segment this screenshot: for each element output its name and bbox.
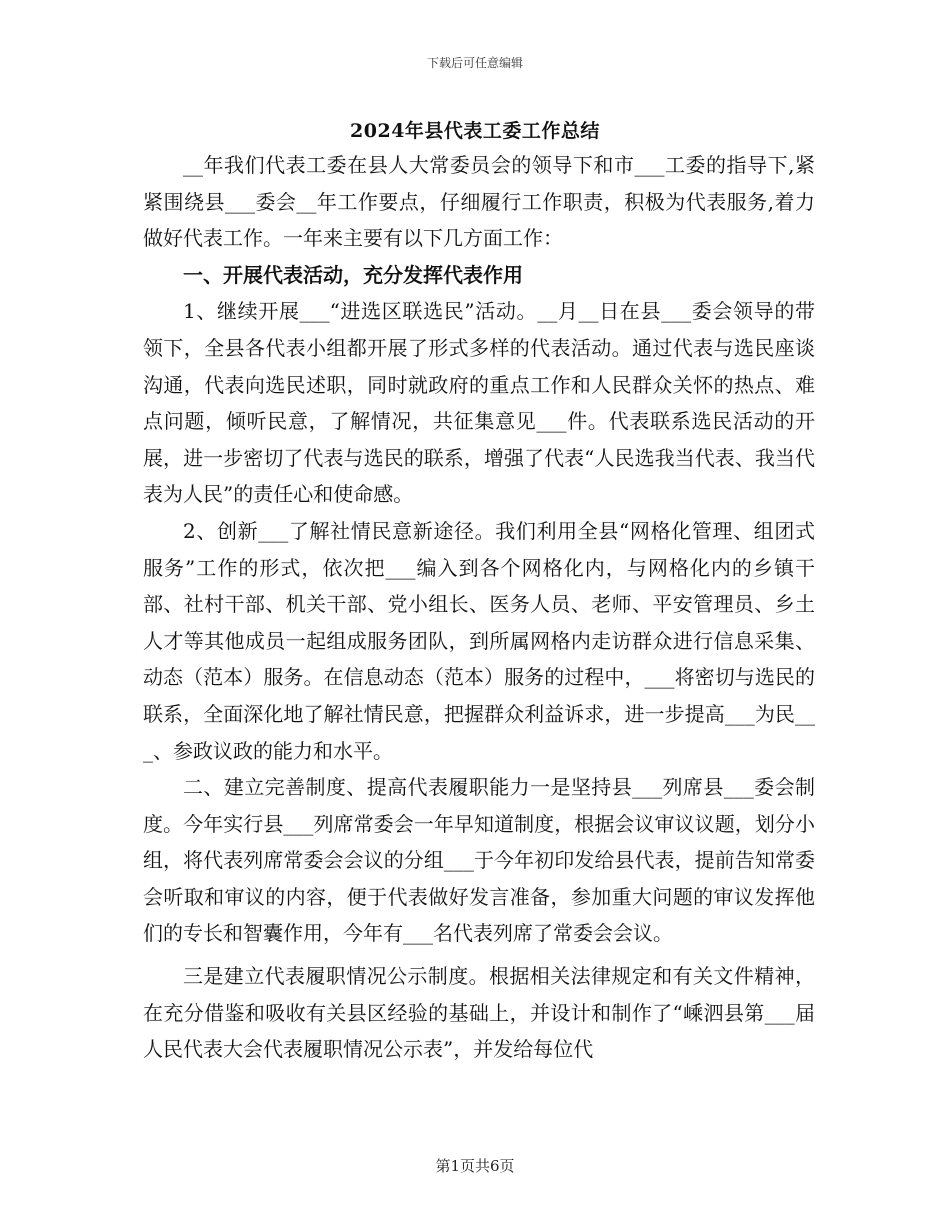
paragraph-item-3: 三是建立代表履职情况公示制度。根据相关法律规定和有关文件精神，在充分借鉴和吸收有关县区经验的基础上，并设计和制作了“嵊泗县第___届人民代表大会代表履职情况公示表”，并发给每位代 — [143, 964, 815, 1062]
paragraph-item-1: 1、继续开展___“进选区联选民”活动。__月__日在县___委会领导的带领下，全县各代表小组都开展了形式多样的代表活动。通过代表与选民座谈沟通，代表向选民述职，同时就政府的重点工作和人民群众关怀的热点、难点问题，倾听民意，了解情况，共征集意见___件。代表联系选民活动的开展，进一步密切了代表与选民的联系，增强了代表“人民选我当代表、我当代表为人民”的责任心和使命感。 — [143, 299, 815, 507]
paragraph-section-2: 二、建立完善制度、提高代表履职能力一是坚持县___列席县___委会制度。今年实行县___列席常委会一年早知道制度，根据会议审议议题，划分小组，将代表列席常委会会议的分组___于今年初印发给县代表，提前告知常委会听取和审议的内容，便于代表做好发言准备，参加重大问题的审议发挥他们的专长和智囊作用，今年有___名代表列席了常委会会议。 — [143, 775, 815, 946]
page-header-note: 下载后可任意编辑 — [426, 56, 523, 70]
document-body — [143, 147, 815, 1068]
paragraph-intro: __年我们代表工委在县人大常委员会的领导下和市___工委的指导下,紧紧围绕县___委会__年工作要点，仔细履行工作职责，积极为代表服务,着力做好代表工作。一年来主要有以下几方面工作： — [143, 153, 815, 251]
document-title: 2024年县代表工委工作总结 — [350, 120, 600, 142]
section-heading-1: 一、开展代表活动，充分发挥代表作用 — [183, 262, 523, 287]
paragraph-item-2: 2、创新___了解社情民意新途径。我们利用全县“网格化管理、组团式服务”工作的形式，依次把___编入到各个网格化内，与网格化内的乡镇干部、社村干部、机关干部、党小组长、医务人员、老师、平安管理员、乡土人才等其他成员一起组成服务团队，到所属网格内走访群众进行信息采集、动态（范本）服务。在信息动态（范本）服务的过程中，___将密切与选民的联系，全面深化地了解社情民意，把握群众利益诉求，进一步提高___为民___、参政议政的能力和水平。 — [143, 518, 815, 763]
page-footer-number: 第1页共6页 — [435, 1157, 515, 1175]
